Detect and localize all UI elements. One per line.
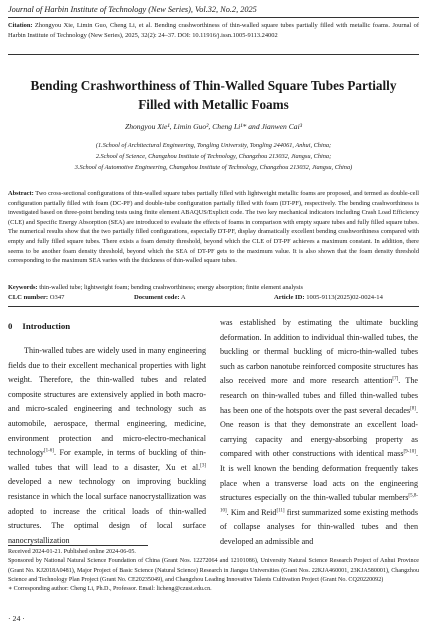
body-column-right	[220, 316, 418, 550]
article-id	[274, 293, 383, 303]
corresponding-author-note: ∗ Corresponding author: Cheng Li, Ph.D., Professor. Email: licheng@czust.edu.cn.	[8, 586, 212, 593]
body-paragraph: Thin-walled tubes are widely used in many engineering fields due to their excellent mechanical properties with light weight. Therefore, the thin-walled tubes and related composite structures are extensively applied in both macro- and micro-scaled engineering and technology such as automobile, aerospace, thermal engineering, medicine, environment protection and micro-electro-mechanical technology[1-6]. For example, in terms of buckling of thin-walled tubes that will lead to a disaster, Xu et al.[3] developed a new technology on improving buckling resistance in which the local surface nanocrystallization was adopted to increase the critical loads of thin-walled structures. The optimal design of local surface nanocrystallization	[8, 346, 206, 545]
title-line-2: Filled with Metallic Foams	[138, 97, 289, 112]
running-head: Journal of Harbin Institute of Technology (New Series), Vol.32, No.2, 2025	[8, 5, 257, 14]
affiliation-2: 2.School of Science, Changzhou Institute of Technology, Changzhou 213032, Jiangsu, China;	[95, 153, 332, 160]
abstract-label: Abstract:	[8, 190, 34, 197]
doc-label: Document code:	[134, 294, 180, 301]
affiliation-3: 3.School of Automotive Engineering, Changzhou Institute of Technology, Changzhou 213032, Jiangsu, China)	[74, 164, 353, 171]
affiliation-1: (1.School of Architectural Engineering, Tongling University, Tongling 244061, Anhui, China;	[95, 142, 332, 149]
abstract-text: Two cross-sectional configurations of thin-walled square tubes partially filled with lightweight metallic foams are proposed, and termed as double-cell configuration partially filled with foam (DC-PF) and double-tube configuration partially filled with foam (DT-PF), respectively. The bending crashworthiness is investigated based on three-point bending tests using finite element ABAQUS/Explicit code. The two key mechanical indicators including Crash Load Efficiency (CLE) and Specific Energy Absorption (SEA) are introduced to evaluate the effects of foams in comparison with empty square tubes and fully filled square tubes. The numerical results show that the two partially filled configurations, especially DT-PF, display dramatically excellent bending crashworthiness compared with empty and fully filled square tubes. There exists a foam density threshold, beyond which the CLE of DT-PF achieves a maximum constant. In addition, there seems to be another foam density threshold, beyond which the SEA of DT-PF gets to the maximum value. It is also shown that the foam density threshold corresponding to the maximum SEA varies with the thickness of thin-walled square tubes.	[8, 190, 419, 265]
citation-label: Citation:	[8, 22, 33, 29]
body-paragraph-continued: was established by estimating the ultimate buckling deformation. In addition to individual thin-walled tubes, the buckling or thermal buckling of micro-thin-walled tubes such as carbon nanotube reinforced composite structures has also received more and more research attention[7]. The research on thin-walled tubes and filled thin-walled tubes has been one of the hotspots over the past several decades[8]. One reason is that they demonstrate an excellent load-carrying capacity and energy-absorbing property as compared with other constructions with identical mass[9-10]. It is well known the bending deformation frequently takes place when a transverse load acts on the engineering structures especially on the thin-walled tubular members[5,8-10]. Kim and Reid[11] first summarized some existing methods of collapse analyses for thin-walled tubes and then developed an admissible and	[220, 318, 418, 546]
footnote-rule	[8, 545, 148, 546]
keywords-text: thin-walled tube; lightweight foam; bending crashworthiness; energy absorption; finite element analysis	[37, 284, 303, 291]
article-id-label: Article ID:	[274, 294, 305, 301]
keywords	[8, 283, 419, 293]
meta-rule	[8, 306, 419, 307]
clc-number	[8, 293, 64, 303]
section-heading	[8, 316, 206, 336]
doc-value: A	[179, 294, 186, 301]
clc-value: O347	[48, 294, 65, 301]
paper-title	[20, 76, 407, 114]
footnotes	[8, 548, 419, 594]
keywords-label: Keywords:	[8, 284, 38, 291]
document-code	[134, 293, 186, 303]
header-rule	[8, 17, 419, 18]
received-note: Received 2024-01-21. Published online 2024-06-05.	[8, 549, 136, 555]
title-line-1: Bending Crashworthiness of Thin-Walled Square Tubes Partially	[30, 78, 397, 93]
section-title: Introduction	[22, 321, 71, 331]
abstract	[8, 189, 419, 266]
clc-label: CLC number:	[8, 294, 49, 301]
citation	[8, 21, 419, 41]
section-number: 0	[8, 321, 13, 331]
body-column-left	[8, 316, 206, 548]
citation-text: Zhongyou Xie, Limin Guo, Cheng Li, et al. Bending crashworthiness of thin-walled square tubes partially filled with metallic foams. Journal of Harbin Institute of Technology (New Series), 2025, 32(2): 24–37. DOI: 10.11916/j.issn.1005-9113.24002	[8, 22, 419, 39]
citation-rule	[8, 54, 419, 55]
article-id-value: 1005-9113(2025)02-0024-14	[304, 294, 383, 301]
author-list: Zhongyou Xie¹, Limin Guo², Cheng Li¹* and Jianwen Cai³	[124, 122, 302, 131]
funding-note: Sponsored by National Natural Science Foundation of China (Grant Nos. 12272064 and 12101086), University Natural Science Research Project of Anhui Province (Grant No. KJ2018A0481), Major Project of Basic Science (Natural Science) Research in Jiangsu Universities (Grant Nos. 22KJA460001, 23KJA580001), Changzhou Science and Technology Plan Project (Grant No. CE20235049), and Changzhou Leading Innovative Talents Cultivation Project (Grant No. CQ20220092)	[8, 558, 419, 583]
page-number: · 24 ·	[8, 614, 25, 623]
